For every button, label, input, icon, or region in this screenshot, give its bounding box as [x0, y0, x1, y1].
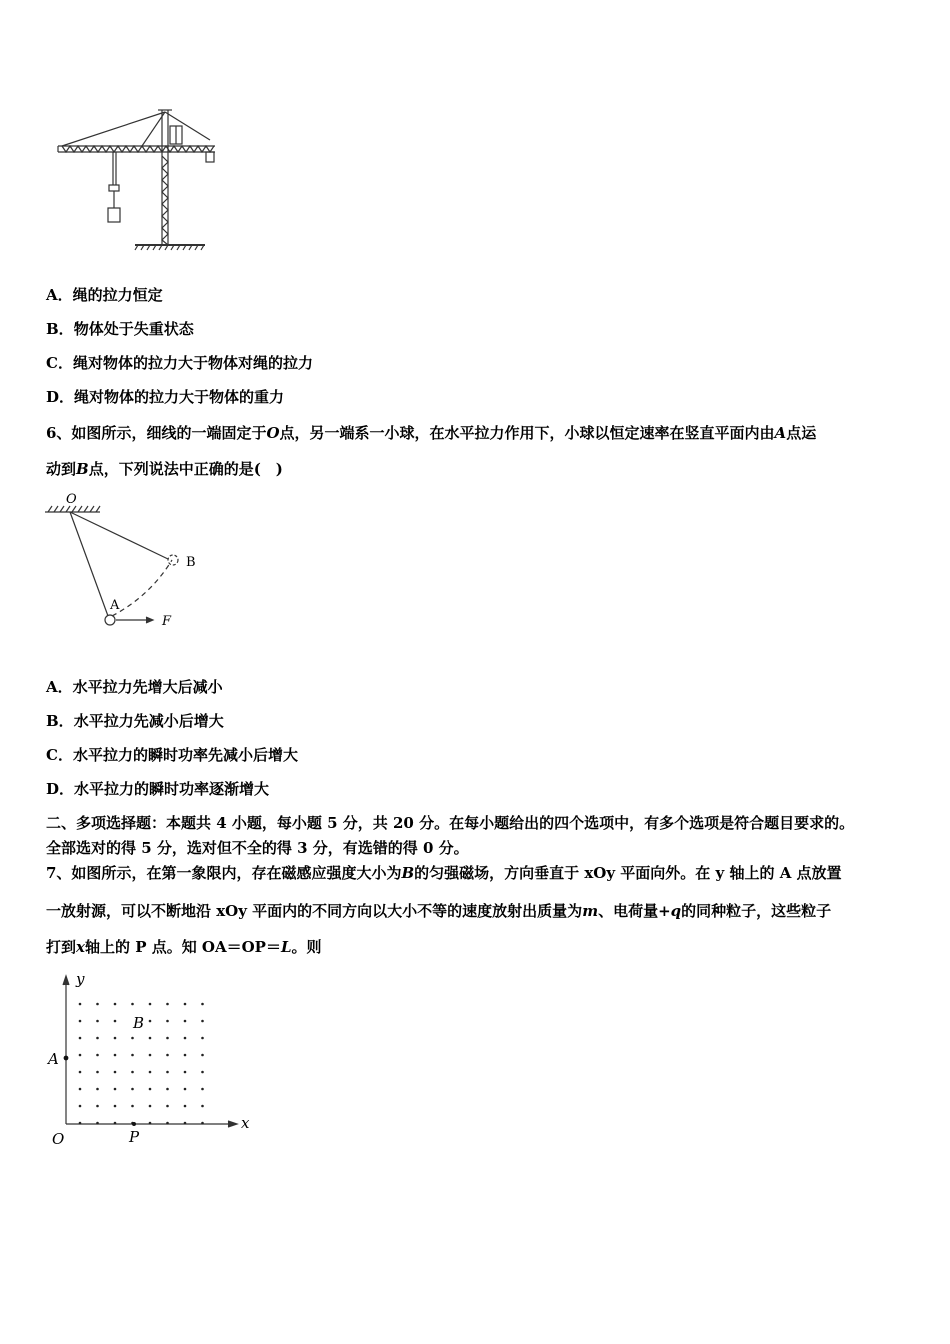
q7-text: 一放射源，可以不断地沿 xOy 平面内的不同方向以大小不等的速度放射出质量为	[46, 902, 583, 920]
field-dot	[149, 1054, 152, 1057]
field-dot	[96, 1003, 99, 1006]
option-label: A．	[46, 286, 73, 304]
q7-text: 、电荷量+	[598, 902, 671, 920]
field-dot	[79, 1003, 82, 1006]
field-dot	[149, 1105, 152, 1108]
q7-var-l: L	[280, 938, 292, 956]
option-text: 绳的拉力恒定	[72, 286, 163, 304]
field-dot	[184, 1122, 187, 1125]
option-text: 绳对物体的拉力大于物体的重力	[74, 388, 285, 406]
field-dot	[131, 1105, 134, 1108]
q6-var-a: A	[774, 424, 787, 442]
field-dot	[149, 1003, 152, 1006]
field-dot	[96, 1122, 99, 1125]
section2-heading-line1	[46, 813, 854, 833]
q6-option-a	[46, 677, 223, 697]
field-dot	[114, 1122, 117, 1125]
q5-option-a	[46, 285, 163, 305]
field-dot	[149, 1071, 152, 1074]
option-label: A．	[46, 678, 73, 696]
q7-stem-line2	[46, 901, 831, 921]
field-dot	[114, 1037, 117, 1040]
field-dot	[166, 1071, 169, 1074]
field-dot	[201, 1088, 204, 1091]
field-dot	[114, 1071, 117, 1074]
label-a: A	[48, 1050, 59, 1068]
field-dot	[79, 1037, 82, 1040]
q6-stem-line1	[46, 423, 816, 443]
label-p: P	[129, 1128, 140, 1146]
field-dot	[96, 1020, 99, 1023]
field-dot	[131, 1088, 134, 1091]
label-o: O	[66, 492, 77, 507]
field-dot	[96, 1071, 99, 1074]
q7-text: 的同种粒子，这些粒子	[681, 902, 832, 920]
field-dot	[131, 1037, 134, 1040]
field-dot	[166, 1003, 169, 1006]
section2-heading-line2	[46, 838, 469, 858]
q6-option-b	[46, 711, 224, 731]
q7-var-b: B	[401, 864, 415, 882]
field-dot	[201, 1105, 204, 1108]
q7-var-x: x	[76, 938, 85, 956]
q6-text: 点，下列说法中正确的是( )	[88, 460, 283, 478]
field-dot	[201, 1037, 204, 1040]
option-label: C．	[46, 354, 73, 372]
q6-text: 点，另一端系一小球，在水平拉力作用下，小球以恒定速率在竖直平面内由	[279, 424, 775, 442]
field-dot	[184, 1071, 187, 1074]
field-dot	[149, 1037, 152, 1040]
field-dot	[166, 1037, 169, 1040]
field-dot	[131, 1054, 134, 1057]
q6-text: 动到	[46, 460, 77, 478]
field-dot	[96, 1088, 99, 1091]
option-label: B．	[46, 320, 74, 338]
label-origin: O	[52, 1130, 65, 1148]
q5-option-d	[46, 387, 284, 407]
field-dot	[79, 1071, 82, 1074]
label-b: B	[133, 1014, 145, 1032]
option-label: B．	[46, 712, 74, 730]
q7-text: 7、如图所示，在第一象限内，存在磁感应强度大小为	[46, 864, 402, 882]
field-dot	[114, 1088, 117, 1091]
q7-var-q: q	[670, 902, 682, 920]
field-dot	[201, 1003, 204, 1006]
field-dot	[114, 1020, 117, 1023]
point-p-marker	[132, 1122, 136, 1126]
field-dot	[166, 1088, 169, 1091]
magnetic-field-figure	[44, 968, 264, 1150]
field-dot	[184, 1020, 187, 1023]
option-text: 水平拉力的瞬时功率逐渐增大	[74, 780, 270, 798]
field-dot	[79, 1088, 82, 1091]
q7-text: 打到	[46, 938, 77, 956]
label-f: F	[162, 614, 172, 629]
field-dot	[201, 1071, 204, 1074]
field-dot	[184, 1088, 187, 1091]
q7-text: 轴上的 P 点。知 OA＝OP＝	[84, 938, 281, 956]
section2-text: 二、多项选择题：本题共 4 小题，每小题 5 分，共 20 分。在每小题给出的四个选项中，有多个选项是符合题目要求的。	[46, 814, 855, 832]
q7-text: 的匀强磁场，方向垂直于 xOy 平面向外。在 y 轴上的 A 点放置	[414, 864, 842, 882]
field-dot	[131, 1003, 134, 1006]
label-y: y	[76, 970, 85, 988]
q6-var-o: O	[266, 424, 280, 442]
field-dot	[96, 1105, 99, 1108]
q7-stem-line1	[46, 863, 842, 883]
field-dot	[166, 1105, 169, 1108]
field-dot	[201, 1054, 204, 1057]
point-a-marker	[64, 1056, 69, 1061]
q6-option-d	[46, 779, 269, 799]
section2-text: 全部选对的得 5 分，选对但不全的得 3 分，有选错的得 0 分。	[46, 839, 469, 857]
option-text: 水平拉力先减小后增大	[73, 712, 224, 730]
field-dot	[79, 1105, 82, 1108]
option-label: D．	[46, 388, 75, 406]
q6-text: 点运	[786, 424, 817, 442]
field-dot	[96, 1037, 99, 1040]
q7-stem-line3	[46, 937, 322, 957]
field-dot	[114, 1105, 117, 1108]
field-dot	[184, 1105, 187, 1108]
field-dot	[114, 1054, 117, 1057]
field-dot	[149, 1088, 152, 1091]
field-dot	[131, 1071, 134, 1074]
q6-text: 6、如图所示，细线的一端固定于	[46, 424, 267, 442]
option-label: C．	[46, 746, 73, 764]
field-dot	[166, 1020, 169, 1023]
q5-option-c	[46, 353, 313, 373]
tower-crane-figure	[50, 100, 230, 260]
field-dot	[79, 1020, 82, 1023]
q5-option-b	[46, 319, 194, 339]
option-text: 水平拉力的瞬时功率先减小后增大	[72, 746, 298, 764]
label-b: B	[186, 555, 196, 570]
option-text: 水平拉力先增大后减小	[72, 678, 223, 696]
q6-var-b: B	[76, 460, 89, 478]
field-dot	[79, 1054, 82, 1057]
label-a: A	[110, 598, 120, 613]
field-dot	[149, 1122, 152, 1125]
field-dot	[114, 1003, 117, 1006]
field-dot	[184, 1003, 187, 1006]
field-dot	[166, 1054, 169, 1057]
field-dot	[79, 1122, 82, 1125]
field-dot	[184, 1054, 187, 1057]
option-text: 物体处于失重状态	[73, 320, 194, 338]
field-dot	[166, 1122, 169, 1125]
q7-text: 。则	[291, 938, 322, 956]
option-text: 绳对物体的拉力大于物体对绳的拉力	[72, 354, 313, 372]
option-label: D．	[46, 780, 75, 798]
field-dot	[149, 1020, 152, 1023]
q7-var-m: m	[582, 902, 599, 920]
field-dot	[184, 1037, 187, 1040]
field-dot	[201, 1020, 204, 1023]
q6-stem-line2	[46, 459, 283, 479]
field-dot	[96, 1054, 99, 1057]
pendulum-figure	[40, 488, 220, 638]
label-x: x	[241, 1114, 250, 1132]
q6-option-c	[46, 745, 298, 765]
field-dot	[201, 1122, 204, 1125]
